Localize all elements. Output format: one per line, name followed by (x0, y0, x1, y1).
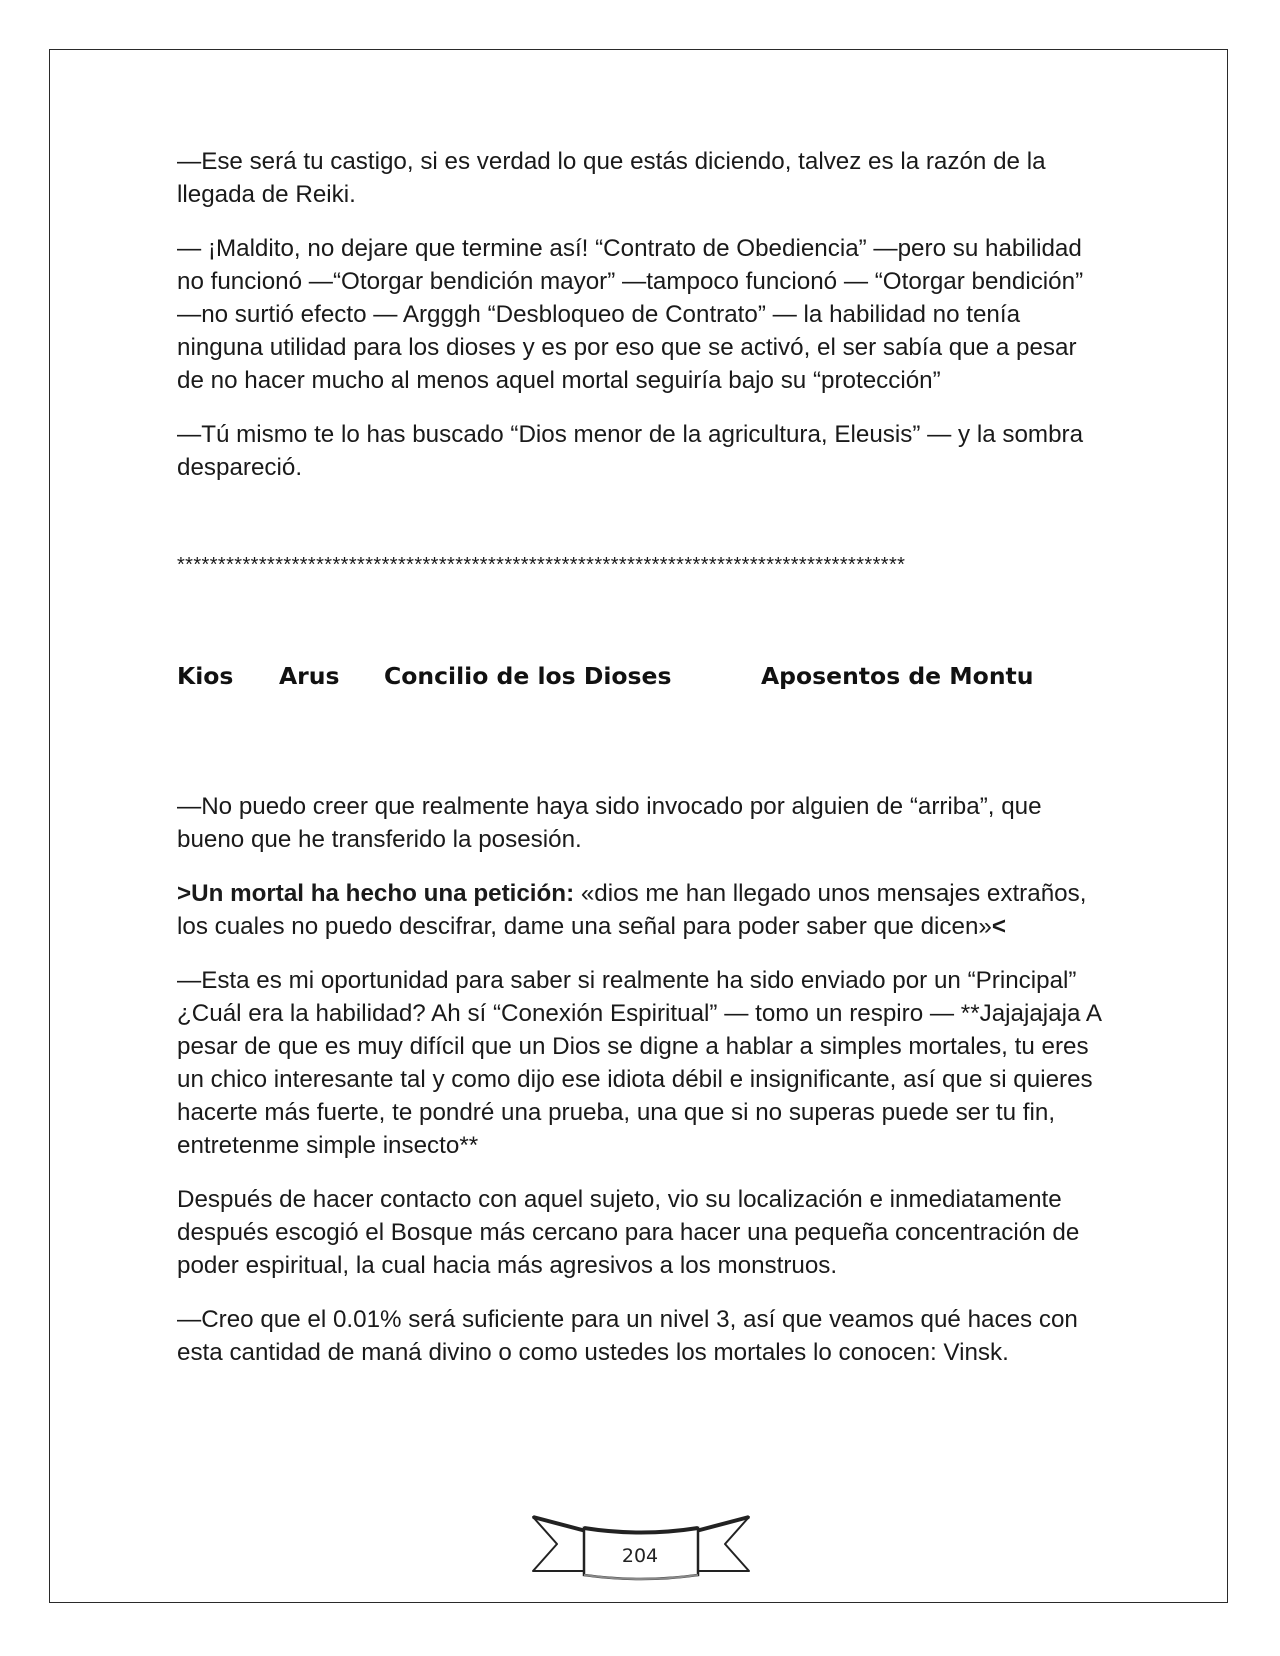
page-number: 204 (621, 1545, 659, 1567)
paragraph: —Creo que el 0.01% será suficiente para un nivel 3, así que veamos qué haces con esta cantidad de maná divino o como ustedes los mortales lo conocen: Vinsk. (177, 1306, 1078, 1366)
petition-paragraph (177, 877, 1107, 943)
paragraph: —Ese será tu castigo, si es verdad lo que estás diciendo, talvez es la razón de la llegada de Reiki. (177, 148, 1046, 208)
petition-text: «dios me han llegado unos mensajes extraños, los cuales no puedo descifrar, dame una señal para poder saber que dicen» (177, 880, 1087, 940)
page-content (177, 145, 1107, 1390)
scene-header-place: Concilio de los Dioses (384, 662, 672, 690)
paragraph: —Tú mismo te lo has buscado “Dios menor de la agricultura, Eleusis” — y la sombra despareció. (177, 421, 1084, 481)
paragraph: —No puedo creer que realmente haya sido invocado por alguien de “arriba”, que bueno que he transferido la posesión. (177, 793, 1042, 853)
petition-prefix: >Un mortal ha hecho una petición: (177, 880, 575, 907)
section-separator: ***************************************************************************************** (177, 554, 906, 576)
scene-header (177, 661, 1107, 691)
petition-suffix: < (991, 913, 1007, 940)
scene-header-world: Kios (177, 662, 234, 690)
paragraph: Después de hacer contacto con aquel sujeto, vio su localización e inmediatamente después escogió el Bosque más cercano para hacer una pequeña concentración de poder espiritual, la cual hacia más agresivos a los monstruos. (177, 1186, 1080, 1279)
scene-header-room: Aposentos de Montu (761, 662, 1034, 690)
scene-header-realm: Arus (279, 662, 340, 690)
paragraph: — ¡Maldito, no dejare que termine así! “Contrato de Obediencia” —pero su habilidad no funcionó —“Otorgar bendición mayor” —tampoco funcionó — “Otorgar bendición” —no surtió efecto — Argggh “Desbloqueo de Contrato” — la habilidad no tenía ninguna utilidad para los dioses y es por eso que se activó, el ser sabía que a pesar de no hacer mucho al menos aquel mortal seguiría bajo su “protección” (177, 235, 1084, 394)
paragraph: —Esta es mi oportunidad para saber si realmente ha sido enviado por un “Principal” ¿Cuál era la habilidad? Ah sí “Conexión Espiritual” — tomo un respiro — **Jajajajaja A pesar de que es muy difícil que un Dios se digne a hablar a simples mortales, tu eres un chico interesante tal y como dijo ese idiota débil e insignificante, así que si quieres hacerte más fuerte, te pondré una prueba, una que si no superas puede ser tu fin, entretenme simple insecto** (177, 967, 1101, 1159)
